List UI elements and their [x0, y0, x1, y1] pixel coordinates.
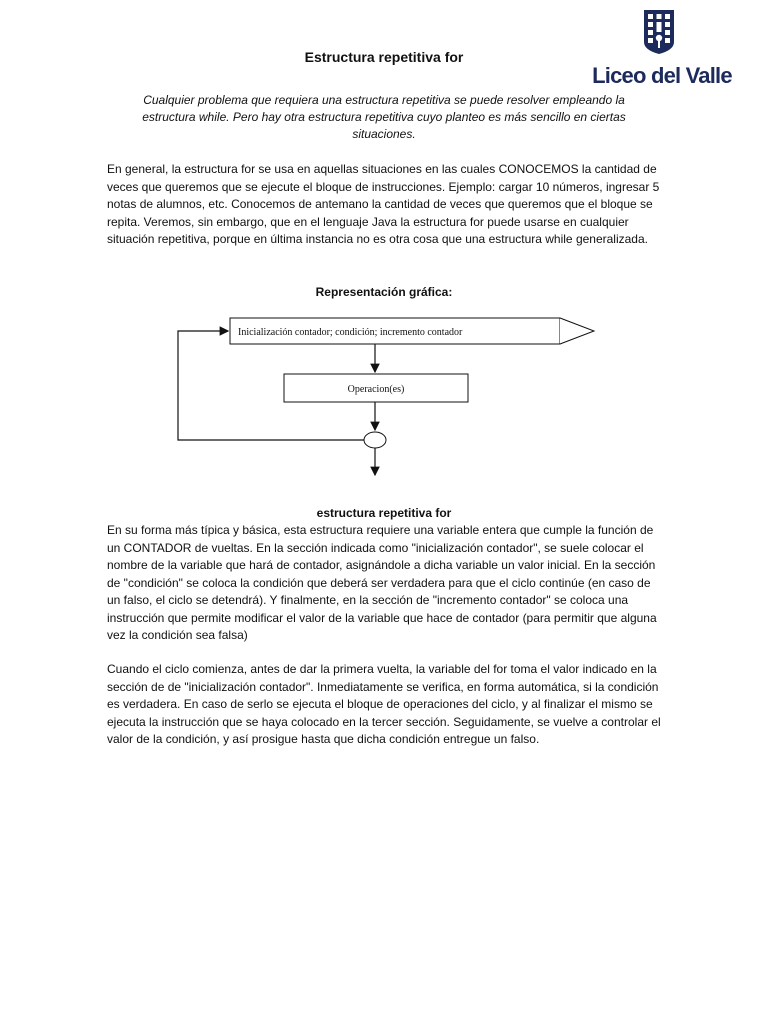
for-header-box: [230, 318, 594, 344]
intro-text: Cualquier problema que requiera una estructura repetitiva se puede resolver empleando la estructura while. Pero hay otra estructura repetitiva cuyo planteo es más sencillo en ciertas situaciones.: [142, 93, 626, 141]
operation-label: Operacion(es): [347, 384, 405, 395]
logo-wordmark: Liceo del Valle: [592, 63, 732, 88]
paragraph-general: En general, la estructura for se usa en aquellas situaciones en las cuales CONOCEMOS la cantidad de veces que queremos que se ejecute el bloque de instrucciones. Ejemplo: cargar 10 números, ingresar 5 notas de alumnos, etc. Conocemos de antemano la cantidad de veces que queremos que el bloque se repita. Veremos, sin embargo, que en el lenguaje Java la estructura for puede usarse en cualquier situación repetitiva, porque en última instancia no es otra cosa que una estructura while generalizada.: [107, 162, 660, 246]
for-box-label: Inicialización contador; condición; incremento contador: [238, 327, 463, 338]
paragraph-cycle: Cuando el ciclo comienza, antes de dar la primera vuelta, la variable del for toma el valor indicado en la sección de de "inicialización contador". Inmediatamente se verifica, en forma automática, si la condición es verdadera. En caso de serlo se ejecuta el bloque de operaciones del ciclo, y al finalizar el mismo se ejecuta la instrucción que se haya colocado en la tercer sección. Seguidamente, se vuelve a controlar el valor de la condición, y así prosigue hasta que dicha condición entregue un falso.: [107, 662, 661, 746]
for-flow-diagram: [170, 310, 600, 480]
paragraph-counter: En su forma más típica y básica, esta estructura requiere una variable entera que cumple la función de un CONTADOR de vueltas. En la sección indicada como "inicialización contador", se suele colocar el nombre de la variable que hará de contador, asignándole a dicha variable un valor inicial. En la sección de "condición" se coloca la condición que deberá ser verdadera para que el ciclo continúe (en caso de un falso, el ciclo se detendrá). Y finalmente, en la sección de "incremento contador" se coloca una instrucción que permite modificar el valor de la variable que hace de contador (para permitir que alguna vez la condición sea falsa): [107, 523, 657, 642]
section-heading: estructura repetitiva for: [316, 506, 452, 520]
operation-box: [284, 374, 468, 402]
loop-connector: [364, 432, 386, 448]
page-title: Estructura repetitiva for: [304, 49, 464, 65]
graphic-heading: Representación gráfica:: [315, 285, 453, 299]
